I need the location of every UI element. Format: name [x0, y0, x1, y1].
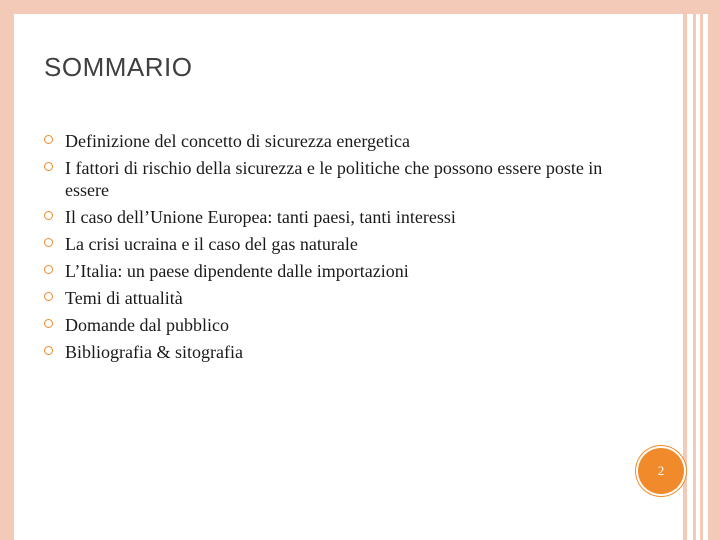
list-item-text: Definizione del concetto di sicurezza energetica — [65, 131, 410, 151]
list-item-text: Il caso dell’Unione Europea: tanti paesi, tanti interessi — [65, 207, 456, 227]
circle-bullet-icon — [44, 211, 53, 220]
agenda-list — [44, 130, 644, 368]
list-item — [44, 314, 644, 336]
decorative-stripe — [708, 0, 720, 540]
list-item — [44, 157, 644, 201]
list-item-text: I fattori di rischio della sicurezza e le politiche che possono essere poste in essere — [65, 158, 603, 200]
circle-bullet-icon — [44, 135, 53, 144]
circle-bullet-icon — [44, 162, 53, 171]
circle-bullet-icon — [44, 238, 53, 247]
list-item-text: Domande dal pubblico — [65, 315, 229, 335]
circle-bullet-icon — [44, 346, 53, 355]
list-item — [44, 287, 644, 309]
decorative-stripe — [693, 0, 696, 540]
circle-bullet-icon — [44, 319, 53, 328]
circle-bullet-icon — [44, 292, 53, 301]
list-item — [44, 233, 644, 255]
slide-title: SOMMARIO — [44, 52, 193, 82]
circle-bullet-icon — [44, 265, 53, 274]
list-item-text: L’Italia: un paese dipendente dalle importazioni — [65, 261, 409, 281]
list-item-text: La crisi ucraina e il caso del gas naturale — [65, 234, 358, 254]
page-number-badge — [638, 448, 684, 494]
list-item — [44, 206, 644, 228]
decorative-stripe — [683, 0, 687, 540]
list-item-text: Bibliografia & sitografia — [65, 342, 243, 362]
list-item — [44, 130, 644, 152]
list-item-text: Temi di attualità — [65, 288, 183, 308]
page-number: 2 — [657, 463, 665, 478]
list-item — [44, 260, 644, 282]
list-item — [44, 341, 644, 363]
decorative-stripe — [700, 0, 703, 540]
